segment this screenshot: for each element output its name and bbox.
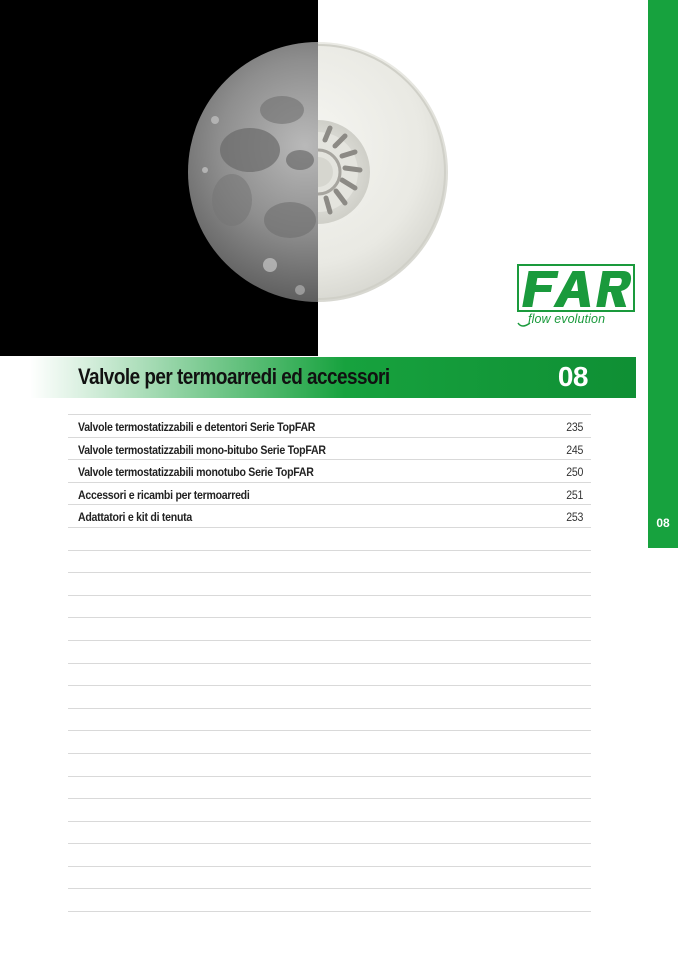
far-logo [516,263,638,333]
toc-entry-title: Adattatori e kit di tenuta [78,510,193,525]
chapter-number: 08 [557,361,588,392]
toc-row [68,617,591,640]
toc-bottom-rule [68,911,591,912]
toc-entry-title: Valvole termostatizzabili monotubo Serie TopFAR [78,465,314,480]
toc-row [68,550,591,573]
toc-row [68,708,591,731]
toc-row[interactable] [68,437,591,460]
cover-image [0,0,648,356]
toc-row [68,730,591,753]
toc-row [68,595,591,618]
toc-entry-page: 251 [566,487,583,502]
side-tab-number: 08 [656,516,670,530]
toc-entry-page: 245 [566,442,583,457]
far-logo-mark [516,263,638,313]
toc-row [68,640,591,663]
toc-entry-title: Accessori e ricambi per termoarredi [78,487,250,502]
toc-row [68,685,591,708]
section-title-bar [30,357,636,398]
toc-entry-page: 235 [566,420,583,434]
section-title: Valvole per termoarredi ed accessori [78,364,390,389]
brand-tagline: flow evolution [528,312,606,326]
toc-row[interactable] [68,482,591,505]
toc-entry-title: Valvole termostatizzabili e detentori Serie TopFAR [78,420,316,434]
toc-row [68,843,591,866]
toc-row [68,527,591,550]
toc-row [68,821,591,844]
toc-entry-page: 253 [566,510,583,525]
toc-entry-page: 250 [566,465,583,480]
toc-row [68,888,591,911]
toc-row [68,798,591,821]
toc-row [68,753,591,776]
table-of-contents [68,414,591,912]
toc-row[interactable] [68,504,591,527]
toc-row[interactable] [68,414,591,437]
toc-entry-title: Valvole termostatizzabili mono-bitubo Serie TopFAR [78,442,326,457]
chapter-side-tab [648,0,678,548]
toc-row [68,776,591,799]
toc-row [68,572,591,595]
toc-row[interactable] [68,459,591,482]
toc-row [68,663,591,686]
toc-row [68,866,591,889]
